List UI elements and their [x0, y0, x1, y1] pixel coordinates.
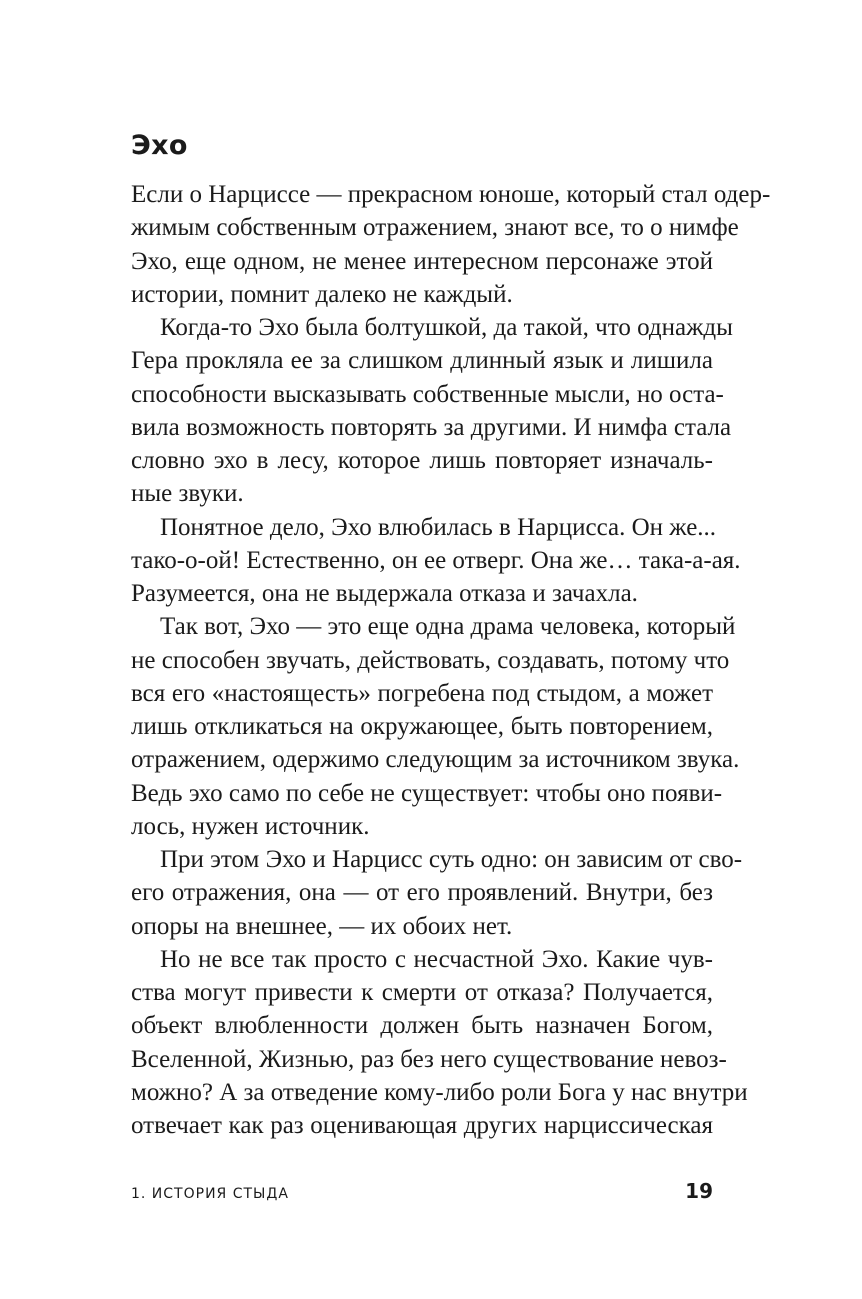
paragraph	[131, 943, 748, 1143]
body-text	[131, 178, 771, 1142]
text-line: Ведь эхо само по себе не существует: чтобы оно появи-	[131, 779, 723, 807]
text-line: словно эхо в лесу, которое лишь повторяет изначаль-	[131, 447, 713, 474]
text-line: Так вот, Эхо — это еще одна драма человека, который	[160, 613, 736, 641]
paragraph	[131, 511, 741, 611]
text-line: отвечает как раз оценивающая других нарциссическая	[131, 1112, 713, 1139]
text-line: Вселенной, Жизнью, раз без него существование невоз-	[131, 1045, 727, 1073]
section-heading: Эхо	[131, 130, 188, 161]
text-line: лось, нужен источник.	[131, 812, 370, 840]
text-line: отражением, одержимо следующим за источником звука.	[131, 746, 740, 774]
paragraph	[131, 311, 733, 511]
text-line: истории, помнит далеко не каждый.	[131, 280, 513, 308]
paragraph	[131, 610, 740, 843]
text-line: Эхо, еще одном, не менее интересном персонаже этой	[131, 247, 713, 275]
running-footer-section: 1. ИСТОРИЯ СТЫДА	[131, 1186, 289, 1202]
text-line: лишь откликаться на окружающее, быть повторением,	[131, 713, 713, 740]
text-line: Когда-то Эхо была болтушкой, да такой, что однажды	[160, 314, 733, 341]
text-line: Гера прокляла ее за слишком длинный язык и лишила	[131, 347, 713, 375]
text-line: можно? А за отведение кому-либо роли Бога у нас внутри	[131, 1078, 748, 1106]
text-line: Разумеется, она не выдержала отказа и зачахла.	[131, 580, 638, 607]
text-line: не способен звучать, действовать, создавать, потому что	[131, 646, 730, 674]
text-line: способности высказывать собственные мысли, но оста-	[131, 380, 724, 408]
paragraph	[131, 843, 743, 943]
paragraph	[131, 178, 771, 311]
page-number: 19	[685, 1179, 713, 1203]
text-line: ные звуки.	[131, 480, 244, 508]
text-line: Понятное дело, Эхо влюбилась в Нарцисса. Он же...	[160, 513, 717, 541]
text-line: опоры на внешнее, — их обоих нет.	[131, 912, 513, 940]
text-line: его отражения, она — от его проявлений. Внутри, без	[131, 879, 713, 907]
text-line: объект влюбленности должен быть назначен Богом,	[131, 1012, 713, 1040]
text-line: Но не все так просто с несчастной Эхо. Какие чув-	[160, 945, 713, 973]
text-line: вила возможность повторять за другими. И нимфа стала	[131, 413, 732, 441]
text-line: жимым собственным отражением, знают все, то о нимфе	[131, 214, 739, 242]
text-line: тако-о-ой! Естественно, он ее отверг. Она же… така-а-ая.	[131, 546, 741, 574]
text-line: При этом Эхо и Нарцисс суть одно: он зависим от сво-	[160, 846, 743, 873]
text-line: ства могут привести к смерти от отказа? Получается,	[131, 979, 713, 1006]
text-line: вся его «настоящесть» погребена под стыдом, а может	[131, 679, 713, 707]
text-line: Если о Нарциссе — прекрасном юноше, который стал одер-	[131, 181, 771, 208]
